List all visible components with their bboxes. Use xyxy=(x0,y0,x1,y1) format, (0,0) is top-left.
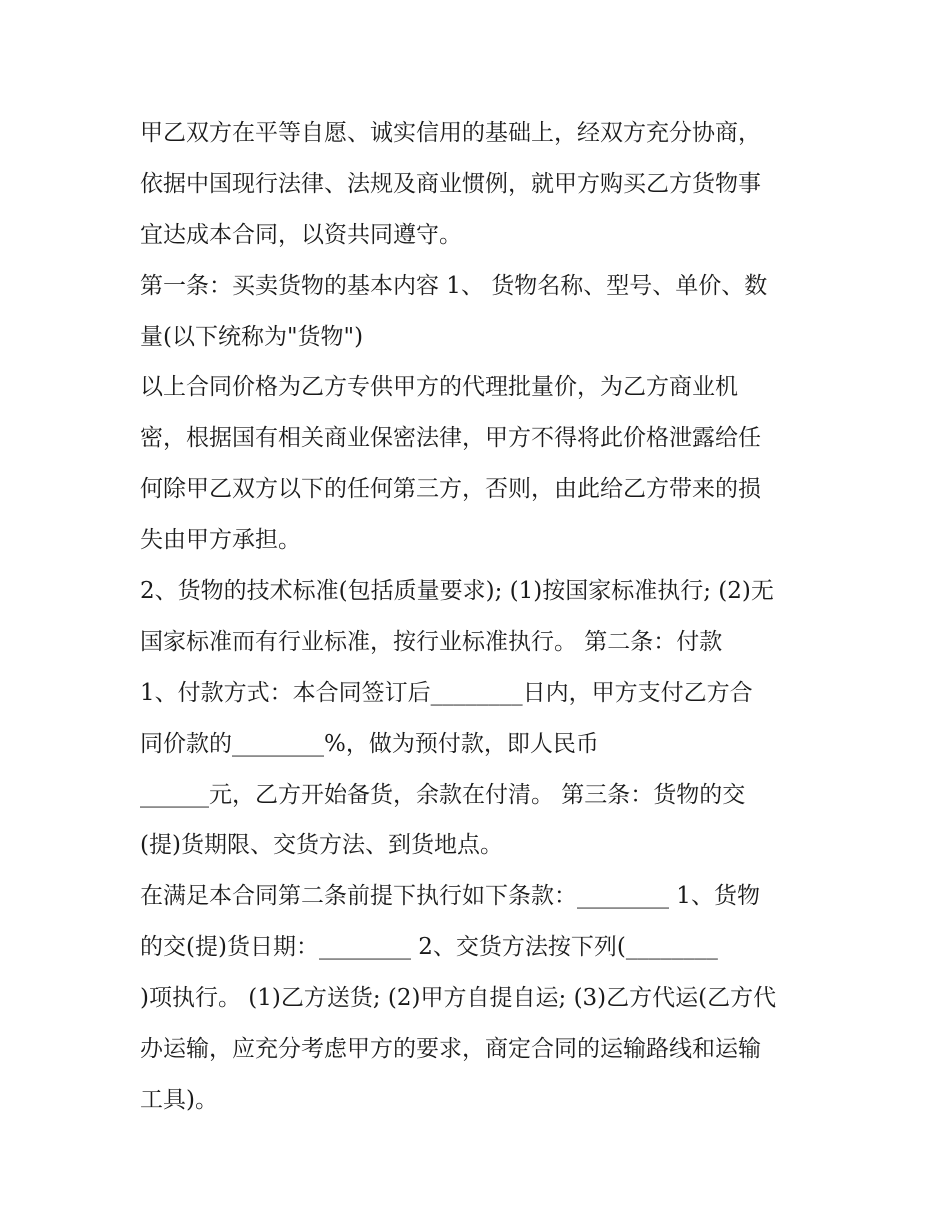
text-line: 国家标准而有行业标准，按行业标准执行。 第二条：付款 xyxy=(140,628,723,655)
text-line: 宜达成本合同，以资共同遵守。 xyxy=(140,221,462,248)
contract-body xyxy=(140,108,820,1126)
text-line: 何除甲乙双方以下的任何第三方，否则，由此给乙方带来的损 xyxy=(140,476,761,503)
text-line: 甲乙双方在平等自愿、诚实信用的基础上，经双方充分协商， xyxy=(140,120,761,146)
text-line: ______元，乙方开始备货，余款在付清。 第三条：货物的交 xyxy=(140,781,746,808)
text-line: )项执行。 (1)乙方送货; (2)甲方自提自运; (3)乙方代运(乙方代 xyxy=(140,985,777,1012)
text-line: 1、付款方式：本合同签订后________日内，甲方支付乙方合 xyxy=(140,679,753,706)
text-line: 工具)。 xyxy=(140,1086,218,1113)
text-line: 第一条：买卖货物的基本内容 1、 货物名称、型号、单价、数 xyxy=(140,272,768,299)
text-line: 密，根据国有相关商业保密法律，甲方不得将此价格泄露给任 xyxy=(140,425,761,452)
text-line: 依据中国现行法律、法规及商业惯例，就甲方购买乙方货物事 xyxy=(140,170,761,197)
text-line: 以上合同价格为乙方专供甲方的代理批量价，为乙方商业机 xyxy=(140,374,738,401)
text-line: 量(以下统称为"货物") xyxy=(140,323,364,350)
text-line: 办运输，应充分考虑甲方的要求，商定合同的运输路线和运输 xyxy=(140,1036,761,1063)
text-line: 失由甲方承担。 xyxy=(140,527,301,554)
text-line: 同价款的________%，做为预付款，即人民币 xyxy=(140,730,599,757)
text-line: 2、货物的技术标准(包括质量要求); (1)按国家标准执行; (2)无 xyxy=(140,578,774,605)
text-line: 的交(提)货日期：________ 2、交货方法按下列(________ xyxy=(140,934,718,961)
text-line: (提)货期限、交货方法、到货地点。 xyxy=(140,832,503,859)
text-line: 在满足本合同第二条前提下执行如下条款：________ 1、货物 xyxy=(140,883,760,910)
